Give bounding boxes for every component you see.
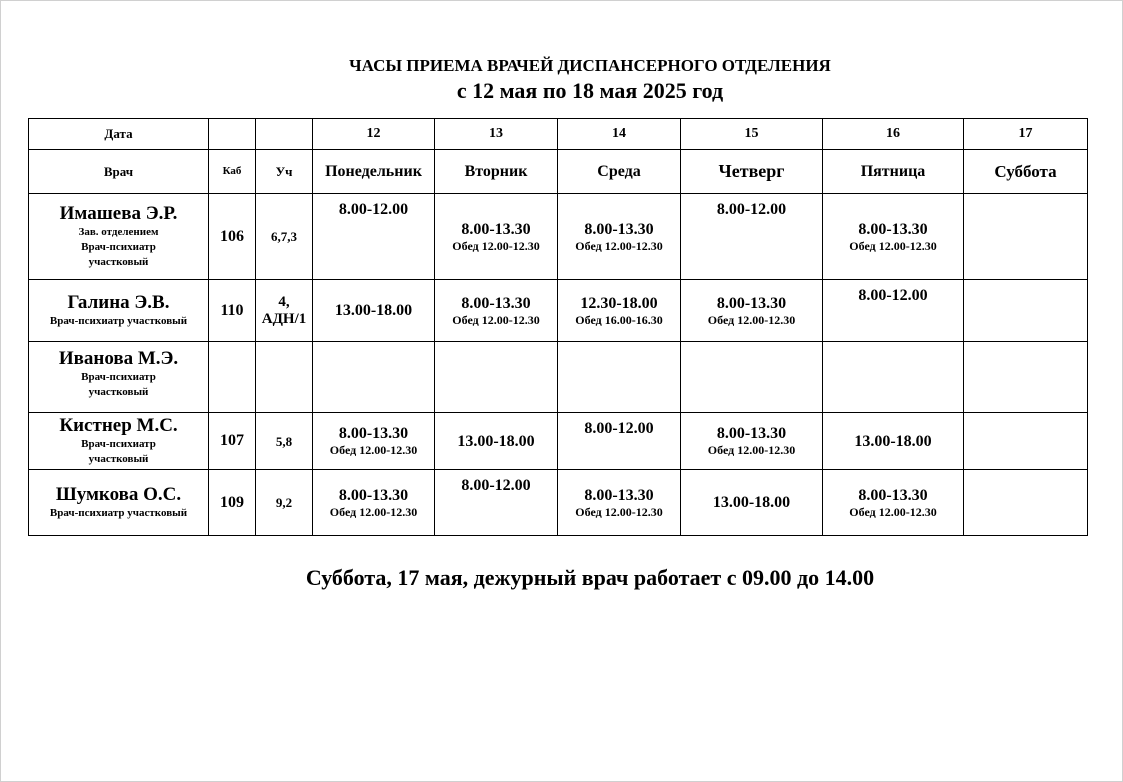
day-row xyxy=(29,150,1088,194)
slot-lunch: Обед 12.00-12.30 xyxy=(849,238,937,253)
slot-time: 8.00-12.00 xyxy=(584,420,654,437)
slot-cell xyxy=(823,413,964,470)
table-row xyxy=(29,470,1088,536)
date-header: Дата xyxy=(29,119,209,150)
slot-cell xyxy=(681,413,823,470)
slot-cell xyxy=(435,280,558,342)
slot-lunch: Обед 12.00-12.30 xyxy=(329,504,418,519)
slot-time: 13.00-18.00 xyxy=(854,432,932,450)
slot-cell xyxy=(823,342,964,413)
day-wednesday: Среда xyxy=(558,150,681,194)
slot-cell xyxy=(313,280,435,342)
slot-cell xyxy=(681,342,823,413)
slot-lunch: Обед 16.00-16.30 xyxy=(575,312,663,327)
table-row xyxy=(29,413,1088,470)
schedule-table xyxy=(28,118,1088,536)
slot-cell xyxy=(313,342,435,413)
doctor-name: Иванова М.Э. xyxy=(58,348,179,369)
slot-lunch: Обед 12.00-12.30 xyxy=(575,238,663,253)
slot-time: 12.30-18.00 xyxy=(580,294,658,312)
doctor-role: участковый xyxy=(88,386,149,398)
slot-time: 13.00-18.00 xyxy=(712,494,791,511)
date-12: 12 xyxy=(313,119,435,150)
doctor-role: участковый xyxy=(88,256,149,268)
slot-cell xyxy=(964,194,1088,280)
slot-cell xyxy=(558,413,681,470)
table-row xyxy=(29,342,1088,413)
slot-cell xyxy=(964,342,1088,413)
slot-time: 8.00-12.00 xyxy=(338,201,409,218)
slot-time: 8.00-13.30 xyxy=(338,486,409,504)
slot-time: 8.00-13.30 xyxy=(584,220,654,238)
room-cell: 109 xyxy=(209,470,256,536)
date-16: 16 xyxy=(823,119,964,150)
room-cell: 107 xyxy=(209,413,256,470)
slot-time: 8.00-13.30 xyxy=(858,486,928,504)
doctor-cell xyxy=(29,280,209,342)
area-cell: 5,8 xyxy=(256,413,313,470)
area-cell: 4, АДН/1 xyxy=(256,280,313,342)
doctor-role: Врач-психиатр участковый xyxy=(49,315,188,327)
doctor-role: Врач-психиатр участковый xyxy=(49,507,188,519)
date-15: 15 xyxy=(681,119,823,150)
area-header: Уч xyxy=(256,150,313,194)
slot-cell xyxy=(558,470,681,536)
slot-time: 13.00-18.00 xyxy=(457,432,535,450)
date-13: 13 xyxy=(435,119,558,150)
slot-cell xyxy=(435,470,558,536)
slot-cell xyxy=(823,194,964,280)
date-14: 14 xyxy=(558,119,681,150)
slot-cell xyxy=(558,194,681,280)
footer-note: Суббота, 17 мая, дежурный врач работает с 09.00 до 14.00 xyxy=(305,565,875,590)
doctor-name: Шумкова О.С. xyxy=(55,484,182,505)
slot-lunch: Обед 12.00-12.30 xyxy=(849,504,937,519)
doctor-role: Врач-психиатр xyxy=(81,241,156,253)
slot-lunch: Обед 12.00-12.30 xyxy=(452,238,540,253)
doctor-role: Врач-психиатр xyxy=(81,438,156,450)
empty-cell xyxy=(209,119,256,150)
slot-lunch: Обед 12.00-12.30 xyxy=(452,312,540,327)
slot-lunch: Обед 12.00-12.30 xyxy=(575,504,663,519)
slot-time: 8.00-13.30 xyxy=(858,220,928,238)
room-header: Каб xyxy=(209,150,256,194)
slot-cell xyxy=(435,413,558,470)
page-title: ЧАСЫ ПРИЕМА ВРАЧЕЙ ДИСПАНСЕРНОГО ОТДЕЛЕНИЯ xyxy=(349,56,831,75)
slot-cell xyxy=(313,470,435,536)
room-cell: 106 xyxy=(209,194,256,280)
doctor-header: Врач xyxy=(29,150,209,194)
doctor-cell xyxy=(29,342,209,413)
slot-cell xyxy=(681,280,823,342)
area-cell: 6,7,3 xyxy=(256,194,313,280)
slot-time: 8.00-13.30 xyxy=(461,294,531,312)
doctor-role: Врач-психиатр xyxy=(81,371,156,383)
slot-time: 8.00-13.30 xyxy=(461,220,531,238)
slot-cell xyxy=(964,470,1088,536)
table-row xyxy=(29,194,1088,280)
slot-cell xyxy=(681,470,823,536)
page-subtitle: с 12 мая по 18 мая 2025 год xyxy=(456,78,724,103)
day-tuesday: Вторник xyxy=(435,150,558,194)
doctor-role: Зав. отделением xyxy=(78,226,159,238)
slot-time: 8.00-13.30 xyxy=(584,486,654,504)
slot-time: 13.00-18.00 xyxy=(334,302,413,319)
slot-cell xyxy=(964,413,1088,470)
doctor-role: участковый xyxy=(88,453,149,465)
slot-lunch: Обед 12.00-12.30 xyxy=(329,443,418,457)
slot-time: 8.00-13.30 xyxy=(716,425,787,442)
area-cell xyxy=(256,342,313,413)
slot-time: 8.00-13.30 xyxy=(338,425,409,442)
date-row xyxy=(29,119,1088,150)
room-cell xyxy=(209,342,256,413)
slot-cell xyxy=(681,194,823,280)
slot-cell xyxy=(558,280,681,342)
day-friday: Пятница xyxy=(823,150,964,194)
day-thursday: Четверг xyxy=(681,150,823,194)
slot-cell xyxy=(964,280,1088,342)
doctor-cell xyxy=(29,470,209,536)
slot-time: 8.00-13.30 xyxy=(716,294,787,312)
day-monday: Понедельник xyxy=(313,150,435,194)
doctor-cell xyxy=(29,194,209,280)
slot-cell xyxy=(435,194,558,280)
slot-cell xyxy=(558,342,681,413)
slot-time: 8.00-12.00 xyxy=(858,287,928,304)
slot-cell xyxy=(435,342,558,413)
area-cell: 9,2 xyxy=(256,470,313,536)
day-saturday: Суббота xyxy=(964,150,1088,194)
slot-cell xyxy=(313,413,435,470)
slot-cell xyxy=(823,470,964,536)
slot-lunch: Обед 12.00-12.30 xyxy=(707,312,796,327)
room-cell: 110 xyxy=(209,280,256,342)
date-17: 17 xyxy=(964,119,1088,150)
table-row xyxy=(29,280,1088,342)
doctor-name: Кистнер М.С. xyxy=(59,415,178,436)
doctor-name: Галина Э.В. xyxy=(67,292,170,313)
doctor-cell xyxy=(29,413,209,470)
slot-cell xyxy=(313,194,435,280)
slot-cell xyxy=(823,280,964,342)
slot-time: 8.00-12.00 xyxy=(461,477,531,494)
empty-cell xyxy=(256,119,313,150)
doctor-name: Имашева Э.Р. xyxy=(59,203,178,224)
slot-time: 8.00-12.00 xyxy=(716,201,787,218)
slot-lunch: Обед 12.00-12.30 xyxy=(707,443,796,457)
